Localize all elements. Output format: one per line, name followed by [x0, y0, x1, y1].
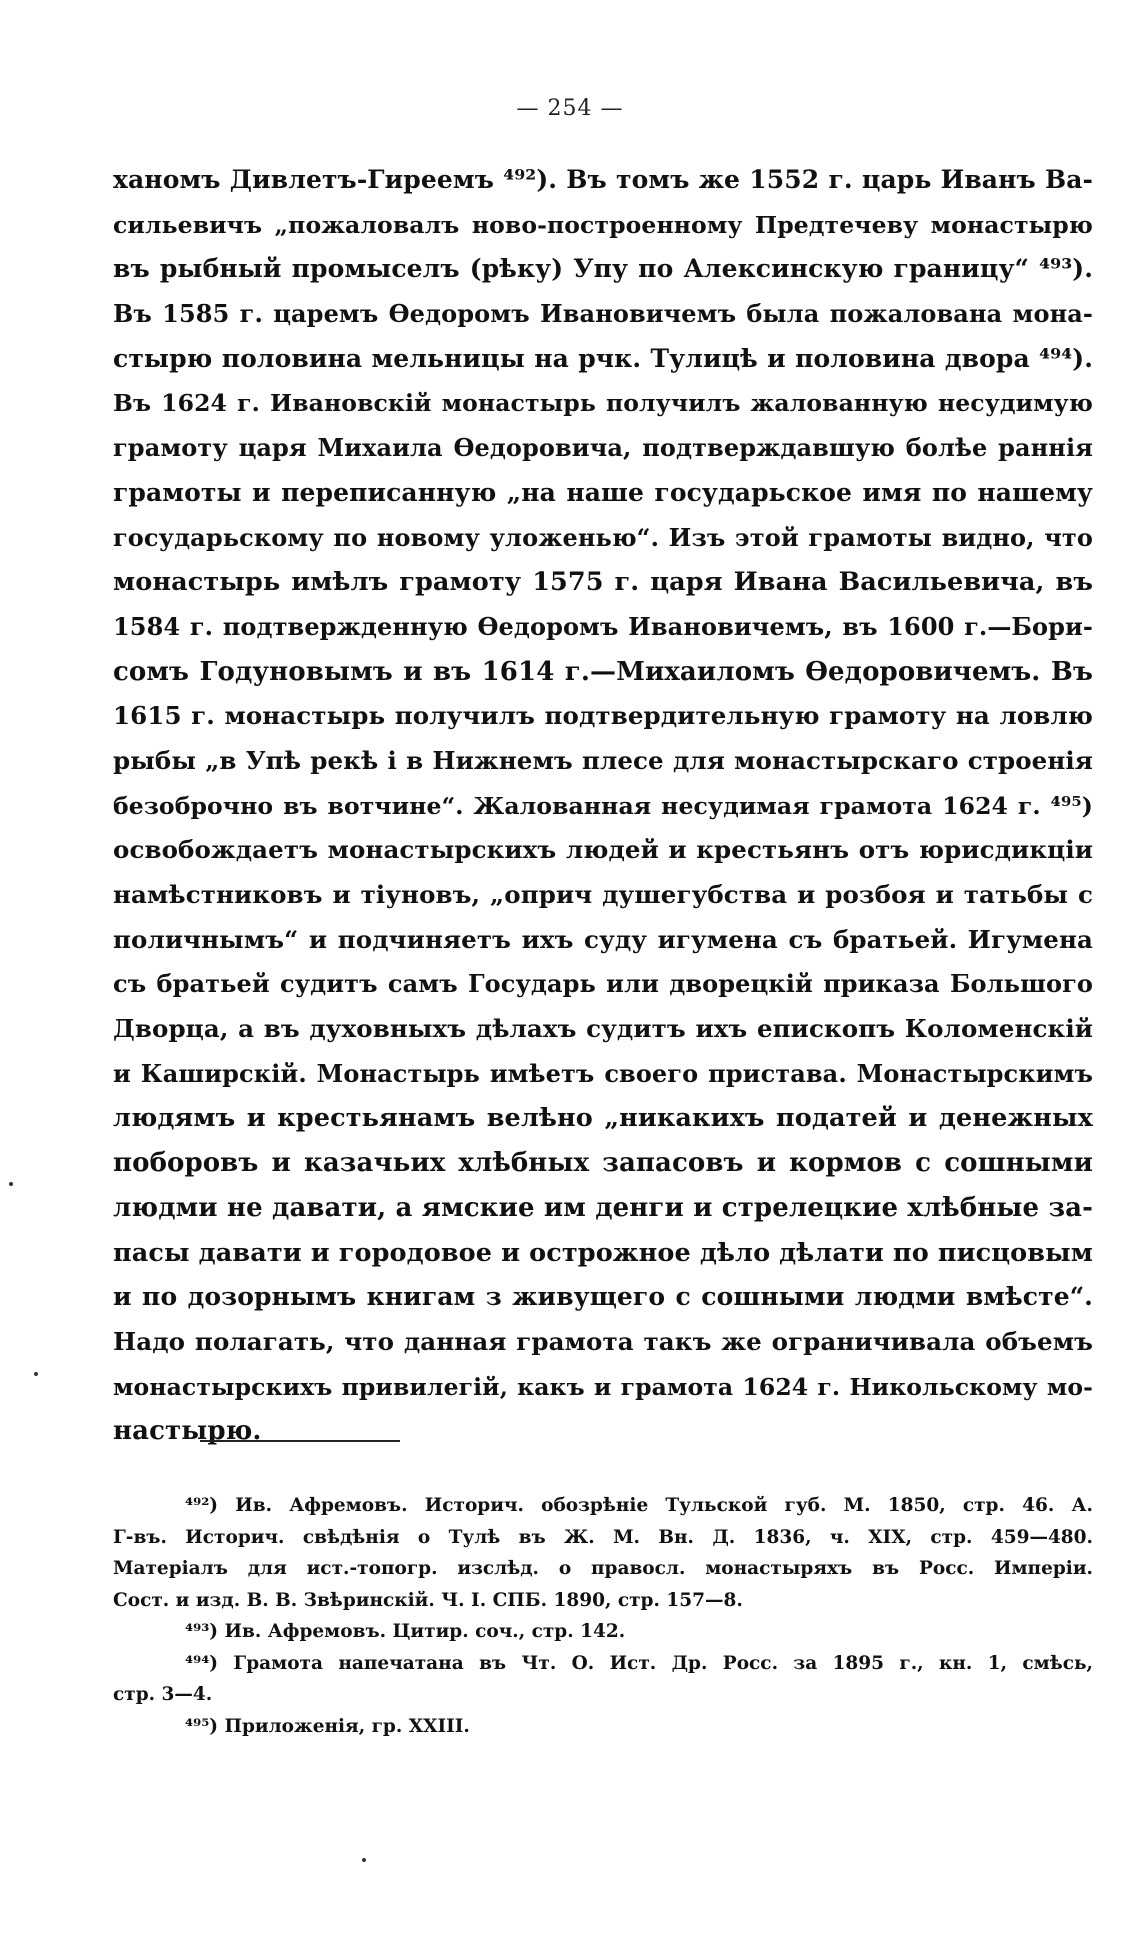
text-line: 1615 г. монастырь получилъ подтвердительную грамоту на ловлю	[113, 701, 1093, 731]
scan-speck	[34, 1372, 38, 1376]
scan-speck	[9, 1182, 13, 1186]
text-line: государьскому по новому уложенью“. Изъ этой грамоты видно, что	[113, 522, 1093, 552]
text-line: и Каширскій. Монастырь имѣетъ своего пристава. Монастырскимъ	[113, 1058, 1093, 1088]
text-line: людямъ и крестьянамъ велѣно „никакихъ податей и денежных	[113, 1103, 1093, 1134]
text-line: монастырь имѣлъ грамоту 1575 г. царя Ивана Васильевича, въ	[113, 567, 1093, 598]
footnote-line: ⁴⁹²) Ив. Афремовъ. Историч. обозрѣніе Тульской губ. М. 1850, стр. 46. А.	[185, 1495, 1093, 1516]
text-line: въ рыбный промыселъ (рѣку) Упу по Алексинскую границу“ ⁴⁹³).	[113, 254, 1093, 284]
footnotes	[113, 1490, 1093, 1742]
text-line: поборовъ и казачьих хлѣбных запасовъ и кормов с сошными	[113, 1148, 1093, 1179]
text-line: поличнымъ“ и подчиняетъ ихъ суду игумена съ братьей. Игумена	[113, 924, 1093, 954]
text-line: грамоты и переписанную „на наше государьское имя по нашему	[113, 477, 1093, 507]
text-line: пасы давати и городовое и острожное дѣло дѣлати по писцовым	[113, 1237, 1093, 1268]
text-line: съ братьей судитъ самъ Государь или дворецкій приказа Большого	[113, 969, 1093, 999]
footnote-line: ⁴⁹⁴) Грамота напечатана въ Чт. О. Ист. Др. Росс. за 1895 г., кн. 1, смѣсь,	[185, 1652, 1093, 1674]
footnote-line: стр. 3—4.	[113, 1684, 213, 1705]
footnote-line: Г-въ. Историч. свѣдѣнія о Тулѣ въ Ж. М. Вн. Д. 1836, ч. XIX, стр. 459—480.	[113, 1526, 1093, 1548]
text-line: намѣстниковъ и тіуновъ, „оприч душегубства и розбоя и татьбы с	[113, 880, 1093, 909]
footnote-line: Сост. и изд. В. В. Звѣринскій. Ч. I. СПБ. 1890, стр. 157—8.	[113, 1589, 743, 1611]
text-line: Надо полагать, что данная грамота такъ же ограничивала объемъ	[113, 1326, 1093, 1356]
text-line: монастырскихъ привилегій, какъ и грамота 1624 г. Никольскому мо-	[113, 1372, 1093, 1401]
body-text	[113, 158, 1093, 1454]
scan-speck	[362, 1858, 366, 1862]
footnote-line: ⁴⁹⁵) Приложенія, гр. XXIII.	[185, 1715, 470, 1737]
text-line: Дворца, а въ духовныхъ дѣлахъ судитъ ихъ епископъ Коломенскій	[113, 1014, 1093, 1044]
text-line: людми не давати, а ямские им денги и стрелецкие хлѣбные за-	[113, 1192, 1093, 1223]
text-line: сомъ Годуновымъ и въ 1614 г.—Михаиломъ Ѳедоровичемъ. Въ	[113, 656, 1093, 687]
text-line: и по дозорнымъ книгам з живущего с сошными людми вмѣсте“.	[113, 1282, 1093, 1312]
text-line: Въ 1624 г. Ивановскій монастырь получилъ жалованную несудимую	[113, 389, 1093, 418]
text-line: Въ 1585 г. царемъ Ѳедоромъ Ивановичемъ была пожалована мона-	[113, 299, 1093, 329]
text-line: освобождаетъ монастырскихъ людей и крестьянъ отъ юрисдикціи	[113, 835, 1093, 865]
text-line: стырю половина мельницы на рчк. Тулицѣ и половина двора ⁴⁹⁴).	[113, 343, 1093, 373]
text-line: безоброчно въ вотчине“. Жалованная несудимая грамота 1624 г. ⁴⁹⁵)	[113, 791, 1093, 820]
text-line: сильевичъ „пожаловалъ ново-построенному Предтечеву монастырю	[113, 210, 1093, 239]
text-line: рыбы „в Упѣ рекѣ і в Нижнемъ плесе для монастырскаго строенія	[113, 745, 1093, 775]
text-line: настырю.	[113, 1416, 262, 1447]
text-line: 1584 г. подтвержденную Ѳедоромъ Ивановичемъ, въ 1600 г.—Бори-	[113, 611, 1093, 641]
footnote-line: Матеріалъ для ист.-топогр. изслѣд. о правосл. монастыряхъ въ Росс. Имперіи.	[113, 1558, 1093, 1579]
footnote-line: ⁴⁹³) Ив. Афремовъ. Цитир. соч., стр. 142.	[185, 1621, 626, 1642]
footnote-separator	[200, 1440, 400, 1442]
text-line: грамоту царя Михаила Ѳедоровича, подтверждавшую болѣе раннія	[113, 433, 1093, 463]
page-number: — 254 —	[516, 96, 624, 121]
text-line: ханомъ Дивлетъ-Гиреемъ ⁴⁹²). Въ томъ же 1552 г. царь Иванъ Ва-	[113, 165, 1093, 194]
